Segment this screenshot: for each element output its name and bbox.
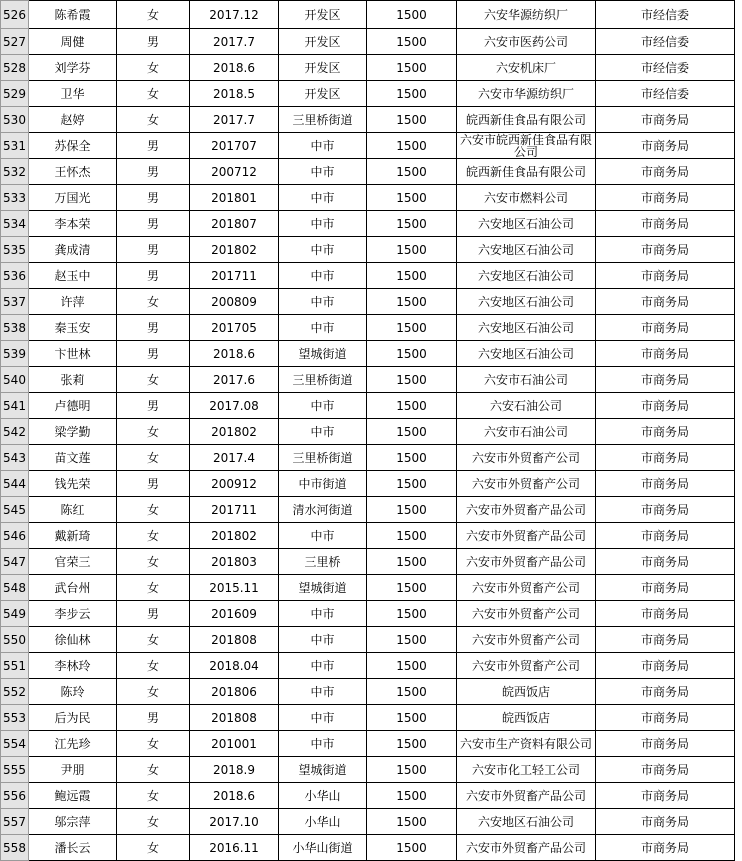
name-cell[interactable]: 卞世林 bbox=[29, 341, 117, 367]
table-row bbox=[1, 1, 735, 29]
table-row bbox=[1, 601, 735, 627]
area-cell[interactable]: 望城街道 bbox=[279, 757, 367, 783]
department-cell[interactable]: 市商务局 bbox=[596, 419, 735, 445]
row-number[interactable]: 550 bbox=[1, 627, 29, 653]
gender-cell[interactable]: 女 bbox=[117, 627, 190, 653]
table-row bbox=[1, 107, 735, 133]
area-cell[interactable]: 中市 bbox=[279, 237, 367, 263]
area-cell[interactable]: 三里桥街道 bbox=[279, 445, 367, 471]
area-cell[interactable]: 中市 bbox=[279, 705, 367, 731]
employer-cell[interactable]: 六安市生产资料有限公司 bbox=[457, 731, 596, 757]
table-row bbox=[1, 471, 735, 497]
name-cell[interactable]: 官荣三 bbox=[29, 549, 117, 575]
area-cell[interactable]: 三里桥街道 bbox=[279, 367, 367, 393]
gender-cell[interactable]: 女 bbox=[117, 55, 190, 81]
name-cell[interactable]: 王怀杰 bbox=[29, 159, 117, 185]
row-number[interactable]: 547 bbox=[1, 549, 29, 575]
date-cell[interactable]: 201609 bbox=[190, 601, 279, 627]
area-cell[interactable]: 中市 bbox=[279, 419, 367, 445]
name-cell[interactable]: 潘长云 bbox=[29, 835, 117, 861]
row-number[interactable]: 540 bbox=[1, 367, 29, 393]
gender-cell[interactable]: 男 bbox=[117, 29, 190, 55]
gender-cell[interactable]: 男 bbox=[117, 601, 190, 627]
employer-cell[interactable]: 六安机床厂 bbox=[457, 55, 596, 81]
gender-cell[interactable]: 男 bbox=[117, 211, 190, 237]
name-cell[interactable]: 鲍远霞 bbox=[29, 783, 117, 809]
table-row bbox=[1, 809, 735, 835]
table-body bbox=[1, 1, 735, 861]
area-cell[interactable]: 开发区 bbox=[279, 55, 367, 81]
table-row bbox=[1, 315, 735, 341]
table-row bbox=[1, 497, 735, 523]
date-cell[interactable]: 2018.9 bbox=[190, 757, 279, 783]
area-cell[interactable]: 清水河街道 bbox=[279, 497, 367, 523]
name-cell[interactable]: 李本荣 bbox=[29, 211, 117, 237]
gender-cell[interactable]: 女 bbox=[117, 783, 190, 809]
area-cell[interactable]: 中市 bbox=[279, 679, 367, 705]
row-number[interactable]: 535 bbox=[1, 237, 29, 263]
table-row bbox=[1, 419, 735, 445]
employer-cell[interactable]: 六安地区石油公司 bbox=[457, 211, 596, 237]
table-row bbox=[1, 185, 735, 211]
department-cell[interactable]: 市商务局 bbox=[596, 393, 735, 419]
amount-cell[interactable]: 1500 bbox=[367, 783, 457, 809]
row-number[interactable]: 531 bbox=[1, 133, 29, 159]
gender-cell[interactable]: 男 bbox=[117, 185, 190, 211]
name-cell[interactable]: 尹朋 bbox=[29, 757, 117, 783]
gender-cell[interactable]: 女 bbox=[117, 419, 190, 445]
employer-cell[interactable]: 六安市外贸畜产公司 bbox=[457, 627, 596, 653]
employer-cell[interactable]: 皖西饭店 bbox=[457, 679, 596, 705]
amount-cell[interactable]: 1500 bbox=[367, 601, 457, 627]
amount-cell[interactable]: 1500 bbox=[367, 705, 457, 731]
amount-cell[interactable]: 1500 bbox=[367, 29, 457, 55]
row-number[interactable]: 556 bbox=[1, 783, 29, 809]
amount-cell[interactable]: 1500 bbox=[367, 263, 457, 289]
employer-cell[interactable]: 皖西饭店 bbox=[457, 705, 596, 731]
name-cell[interactable]: 后为民 bbox=[29, 705, 117, 731]
date-cell[interactable]: 201001 bbox=[190, 731, 279, 757]
date-cell[interactable]: 201802 bbox=[190, 419, 279, 445]
employer-cell[interactable]: 六安市石油公司 bbox=[457, 367, 596, 393]
amount-cell[interactable]: 1500 bbox=[367, 315, 457, 341]
department-cell[interactable]: 市商务局 bbox=[596, 289, 735, 315]
table-row bbox=[1, 159, 735, 185]
gender-cell[interactable]: 男 bbox=[117, 393, 190, 419]
gender-cell[interactable]: 女 bbox=[117, 835, 190, 861]
employer-cell[interactable]: 六安市燃料公司 bbox=[457, 185, 596, 211]
name-cell[interactable]: 梁学勤 bbox=[29, 419, 117, 445]
row-number[interactable]: 543 bbox=[1, 445, 29, 471]
amount-cell[interactable]: 1500 bbox=[367, 809, 457, 835]
area-cell[interactable]: 中市 bbox=[279, 289, 367, 315]
department-cell[interactable]: 市商务局 bbox=[596, 679, 735, 705]
department-cell[interactable]: 市商务局 bbox=[596, 159, 735, 185]
row-number[interactable]: 553 bbox=[1, 705, 29, 731]
department-cell[interactable]: 市商务局 bbox=[596, 731, 735, 757]
area-cell[interactable]: 开发区 bbox=[279, 1, 367, 29]
employer-cell[interactable]: 六安地区石油公司 bbox=[457, 263, 596, 289]
gender-cell[interactable]: 女 bbox=[117, 575, 190, 601]
date-cell[interactable]: 2018.6 bbox=[190, 55, 279, 81]
table-row bbox=[1, 757, 735, 783]
table-row bbox=[1, 653, 735, 679]
employer-cell[interactable]: 六安市外贸畜产品公司 bbox=[457, 835, 596, 861]
row-number[interactable]: 537 bbox=[1, 289, 29, 315]
date-cell[interactable]: 201711 bbox=[190, 263, 279, 289]
gender-cell[interactable]: 男 bbox=[117, 471, 190, 497]
name-cell[interactable]: 赵玉中 bbox=[29, 263, 117, 289]
row-number[interactable]: 534 bbox=[1, 211, 29, 237]
date-cell[interactable]: 201707 bbox=[190, 133, 279, 159]
row-number[interactable]: 554 bbox=[1, 731, 29, 757]
gender-cell[interactable]: 女 bbox=[117, 1, 190, 29]
employer-cell[interactable]: 六安市外贸畜产公司 bbox=[457, 575, 596, 601]
name-cell[interactable]: 万国光 bbox=[29, 185, 117, 211]
table-row bbox=[1, 523, 735, 549]
table-row bbox=[1, 627, 735, 653]
row-number[interactable]: 544 bbox=[1, 471, 29, 497]
employer-cell[interactable]: 六安市医药公司 bbox=[457, 29, 596, 55]
amount-cell[interactable]: 1500 bbox=[367, 393, 457, 419]
amount-cell[interactable]: 1500 bbox=[367, 289, 457, 315]
department-cell[interactable]: 市经信委 bbox=[596, 55, 735, 81]
table-row bbox=[1, 367, 735, 393]
employer-cell[interactable]: 六安市化工轻工公司 bbox=[457, 757, 596, 783]
amount-cell[interactable]: 1500 bbox=[367, 575, 457, 601]
gender-cell[interactable]: 女 bbox=[117, 679, 190, 705]
amount-cell[interactable]: 1500 bbox=[367, 549, 457, 575]
amount-cell[interactable]: 1500 bbox=[367, 679, 457, 705]
amount-cell[interactable]: 1500 bbox=[367, 445, 457, 471]
date-cell[interactable]: 2017.08 bbox=[190, 393, 279, 419]
date-cell[interactable]: 2017.6 bbox=[190, 367, 279, 393]
date-cell[interactable]: 200712 bbox=[190, 159, 279, 185]
table-row bbox=[1, 679, 735, 705]
employer-cell[interactable]: 六安市外贸畜产品公司 bbox=[457, 549, 596, 575]
employer-cell[interactable]: 六安市皖西新佳食品有限公司 bbox=[457, 133, 596, 159]
department-cell[interactable]: 市商务局 bbox=[596, 237, 735, 263]
row-number[interactable]: 545 bbox=[1, 497, 29, 523]
date-cell[interactable]: 200912 bbox=[190, 471, 279, 497]
gender-cell[interactable]: 女 bbox=[117, 289, 190, 315]
employer-cell[interactable]: 六安市外贸畜产品公司 bbox=[457, 523, 596, 549]
row-number[interactable]: 548 bbox=[1, 575, 29, 601]
amount-cell[interactable]: 1500 bbox=[367, 523, 457, 549]
row-number[interactable]: 546 bbox=[1, 523, 29, 549]
area-cell[interactable]: 中市 bbox=[279, 211, 367, 237]
employer-cell[interactable]: 六安华源纺织厂 bbox=[457, 1, 596, 29]
date-cell[interactable]: 201807 bbox=[190, 211, 279, 237]
gender-cell[interactable]: 女 bbox=[117, 367, 190, 393]
table-row bbox=[1, 133, 735, 159]
row-number[interactable]: 549 bbox=[1, 601, 29, 627]
area-cell[interactable]: 中市 bbox=[279, 731, 367, 757]
employer-cell[interactable]: 六安市华源纺织厂 bbox=[457, 81, 596, 107]
employer-cell[interactable]: 六安市外贸畜产公司 bbox=[457, 445, 596, 471]
amount-cell[interactable]: 1500 bbox=[367, 107, 457, 133]
area-cell[interactable]: 三里桥 bbox=[279, 549, 367, 575]
name-cell[interactable]: 陈红 bbox=[29, 497, 117, 523]
amount-cell[interactable]: 1500 bbox=[367, 653, 457, 679]
gender-cell[interactable]: 女 bbox=[117, 757, 190, 783]
name-cell[interactable]: 卢德明 bbox=[29, 393, 117, 419]
department-cell[interactable]: 市商务局 bbox=[596, 367, 735, 393]
name-cell[interactable]: 龚成清 bbox=[29, 237, 117, 263]
name-cell[interactable]: 卫华 bbox=[29, 81, 117, 107]
department-cell[interactable]: 市商务局 bbox=[596, 133, 735, 159]
gender-cell[interactable]: 男 bbox=[117, 237, 190, 263]
amount-cell[interactable]: 1500 bbox=[367, 627, 457, 653]
area-cell[interactable]: 中市 bbox=[279, 315, 367, 341]
gender-cell[interactable]: 女 bbox=[117, 549, 190, 575]
area-cell[interactable]: 中市街道 bbox=[279, 471, 367, 497]
table-row bbox=[1, 549, 735, 575]
date-cell[interactable]: 2018.6 bbox=[190, 783, 279, 809]
name-cell[interactable]: 赵婷 bbox=[29, 107, 117, 133]
name-cell[interactable]: 陈希霞 bbox=[29, 1, 117, 29]
amount-cell[interactable]: 1500 bbox=[367, 133, 457, 159]
gender-cell[interactable]: 女 bbox=[117, 809, 190, 835]
name-cell[interactable]: 陈玲 bbox=[29, 679, 117, 705]
date-cell[interactable]: 201802 bbox=[190, 523, 279, 549]
date-cell[interactable]: 2018.04 bbox=[190, 653, 279, 679]
employer-cell[interactable]: 六安市外贸畜产公司 bbox=[457, 601, 596, 627]
row-number[interactable]: 532 bbox=[1, 159, 29, 185]
row-number[interactable]: 541 bbox=[1, 393, 29, 419]
row-number[interactable]: 527 bbox=[1, 29, 29, 55]
date-cell[interactable]: 201711 bbox=[190, 497, 279, 523]
table-row bbox=[1, 341, 735, 367]
amount-cell[interactable]: 1500 bbox=[367, 81, 457, 107]
table-row bbox=[1, 783, 735, 809]
row-number[interactable]: 539 bbox=[1, 341, 29, 367]
row-number[interactable]: 530 bbox=[1, 107, 29, 133]
amount-cell[interactable]: 1500 bbox=[367, 471, 457, 497]
table-row bbox=[1, 835, 735, 861]
area-cell[interactable]: 中市 bbox=[279, 523, 367, 549]
department-cell[interactable]: 市商务局 bbox=[596, 757, 735, 783]
name-cell[interactable]: 许萍 bbox=[29, 289, 117, 315]
amount-cell[interactable]: 1500 bbox=[367, 367, 457, 393]
area-cell[interactable]: 开发区 bbox=[279, 81, 367, 107]
gender-cell[interactable]: 男 bbox=[117, 159, 190, 185]
amount-cell[interactable]: 1500 bbox=[367, 497, 457, 523]
area-cell[interactable]: 望城街道 bbox=[279, 341, 367, 367]
employer-cell[interactable]: 六安市外贸畜产公司 bbox=[457, 653, 596, 679]
department-cell[interactable]: 市商务局 bbox=[596, 211, 735, 237]
date-cell[interactable]: 201808 bbox=[190, 705, 279, 731]
row-number[interactable]: 558 bbox=[1, 835, 29, 861]
table-row bbox=[1, 575, 735, 601]
row-number[interactable]: 538 bbox=[1, 315, 29, 341]
employer-cell[interactable]: 六安地区石油公司 bbox=[457, 809, 596, 835]
employer-cell[interactable]: 六安地区石油公司 bbox=[457, 289, 596, 315]
area-cell[interactable]: 望城街道 bbox=[279, 575, 367, 601]
date-cell[interactable]: 201808 bbox=[190, 627, 279, 653]
row-number[interactable]: 552 bbox=[1, 679, 29, 705]
employer-cell[interactable]: 六安市石油公司 bbox=[457, 419, 596, 445]
name-cell[interactable]: 钱先荣 bbox=[29, 471, 117, 497]
name-cell[interactable]: 秦玉安 bbox=[29, 315, 117, 341]
amount-cell[interactable]: 1500 bbox=[367, 55, 457, 81]
department-cell[interactable]: 市商务局 bbox=[596, 185, 735, 211]
gender-cell[interactable]: 女 bbox=[117, 523, 190, 549]
department-cell[interactable]: 市商务局 bbox=[596, 497, 735, 523]
name-cell[interactable]: 苏保全 bbox=[29, 133, 117, 159]
area-cell[interactable]: 小华山 bbox=[279, 783, 367, 809]
name-cell[interactable]: 徐仙林 bbox=[29, 627, 117, 653]
department-cell[interactable]: 市商务局 bbox=[596, 835, 735, 861]
row-number[interactable]: 528 bbox=[1, 55, 29, 81]
table-row bbox=[1, 81, 735, 107]
employer-cell[interactable]: 六安地区石油公司 bbox=[457, 341, 596, 367]
name-cell[interactable]: 周健 bbox=[29, 29, 117, 55]
employer-cell[interactable]: 六安市外贸畜产品公司 bbox=[457, 783, 596, 809]
date-cell[interactable]: 2017.7 bbox=[190, 107, 279, 133]
row-number[interactable]: 555 bbox=[1, 757, 29, 783]
date-cell[interactable]: 201803 bbox=[190, 549, 279, 575]
department-cell[interactable]: 市经信委 bbox=[596, 29, 735, 55]
row-number[interactable]: 536 bbox=[1, 263, 29, 289]
department-cell[interactable]: 市经信委 bbox=[596, 1, 735, 29]
area-cell[interactable]: 中市 bbox=[279, 653, 367, 679]
department-cell[interactable]: 市商务局 bbox=[596, 315, 735, 341]
date-cell[interactable]: 2017.10 bbox=[190, 809, 279, 835]
area-cell[interactable]: 中市 bbox=[279, 393, 367, 419]
area-cell[interactable]: 中市 bbox=[279, 627, 367, 653]
date-cell[interactable]: 2017.12 bbox=[190, 1, 279, 29]
gender-cell[interactable]: 女 bbox=[117, 81, 190, 107]
table-row bbox=[1, 393, 735, 419]
name-cell[interactable]: 江先珍 bbox=[29, 731, 117, 757]
gender-cell[interactable]: 男 bbox=[117, 263, 190, 289]
department-cell[interactable]: 市商务局 bbox=[596, 107, 735, 133]
name-cell[interactable]: 李步云 bbox=[29, 601, 117, 627]
table-row bbox=[1, 705, 735, 731]
gender-cell[interactable]: 男 bbox=[117, 341, 190, 367]
name-cell[interactable]: 邬宗萍 bbox=[29, 809, 117, 835]
table-row bbox=[1, 55, 735, 81]
date-cell[interactable]: 200809 bbox=[190, 289, 279, 315]
area-cell[interactable]: 中市 bbox=[279, 601, 367, 627]
amount-cell[interactable]: 1500 bbox=[367, 419, 457, 445]
employer-cell[interactable]: 六安地区石油公司 bbox=[457, 237, 596, 263]
gender-cell[interactable]: 女 bbox=[117, 731, 190, 757]
row-number[interactable]: 526 bbox=[1, 1, 29, 29]
department-cell[interactable]: 市商务局 bbox=[596, 627, 735, 653]
area-cell[interactable]: 中市 bbox=[279, 263, 367, 289]
name-cell[interactable]: 李林玲 bbox=[29, 653, 117, 679]
gender-cell[interactable]: 女 bbox=[117, 107, 190, 133]
date-cell[interactable]: 2017.7 bbox=[190, 29, 279, 55]
amount-cell[interactable]: 1500 bbox=[367, 1, 457, 29]
table-row bbox=[1, 445, 735, 471]
area-cell[interactable]: 小华山 bbox=[279, 809, 367, 835]
table-row bbox=[1, 263, 735, 289]
amount-cell[interactable]: 1500 bbox=[367, 211, 457, 237]
row-number[interactable]: 533 bbox=[1, 185, 29, 211]
date-cell[interactable]: 2015.11 bbox=[190, 575, 279, 601]
area-cell[interactable]: 中市 bbox=[279, 185, 367, 211]
table-row bbox=[1, 29, 735, 55]
date-cell[interactable]: 201801 bbox=[190, 185, 279, 211]
employer-cell[interactable]: 六安市外贸畜产品公司 bbox=[457, 497, 596, 523]
date-cell[interactable]: 201705 bbox=[190, 315, 279, 341]
gender-cell[interactable]: 男 bbox=[117, 705, 190, 731]
row-number[interactable]: 529 bbox=[1, 81, 29, 107]
area-cell[interactable]: 三里桥街道 bbox=[279, 107, 367, 133]
amount-cell[interactable]: 1500 bbox=[367, 731, 457, 757]
department-cell[interactable]: 市商务局 bbox=[596, 523, 735, 549]
date-cell[interactable]: 2018.5 bbox=[190, 81, 279, 107]
gender-cell[interactable]: 男 bbox=[117, 315, 190, 341]
name-cell[interactable]: 苗文莲 bbox=[29, 445, 117, 471]
row-number[interactable]: 542 bbox=[1, 419, 29, 445]
gender-cell[interactable]: 女 bbox=[117, 653, 190, 679]
department-cell[interactable]: 市商务局 bbox=[596, 445, 735, 471]
employer-cell[interactable]: 六安市外贸畜产公司 bbox=[457, 471, 596, 497]
department-cell[interactable]: 市商务局 bbox=[596, 575, 735, 601]
name-cell[interactable]: 刘学芬 bbox=[29, 55, 117, 81]
date-cell[interactable]: 201806 bbox=[190, 679, 279, 705]
table-row bbox=[1, 211, 735, 237]
name-cell[interactable]: 戴新琦 bbox=[29, 523, 117, 549]
department-cell[interactable]: 市商务局 bbox=[596, 809, 735, 835]
department-cell[interactable]: 市商务局 bbox=[596, 549, 735, 575]
amount-cell[interactable]: 1500 bbox=[367, 341, 457, 367]
amount-cell[interactable]: 1500 bbox=[367, 835, 457, 861]
department-cell[interactable]: 市商务局 bbox=[596, 601, 735, 627]
row-number[interactable]: 551 bbox=[1, 653, 29, 679]
employer-cell[interactable]: 六安石油公司 bbox=[457, 393, 596, 419]
table-row bbox=[1, 731, 735, 757]
amount-cell[interactable]: 1500 bbox=[367, 185, 457, 211]
area-cell[interactable]: 开发区 bbox=[279, 29, 367, 55]
department-cell[interactable]: 市经信委 bbox=[596, 81, 735, 107]
gender-cell[interactable]: 女 bbox=[117, 497, 190, 523]
gender-cell[interactable]: 女 bbox=[117, 445, 190, 471]
table-row bbox=[1, 289, 735, 315]
department-cell[interactable]: 市商务局 bbox=[596, 471, 735, 497]
area-cell[interactable]: 小华山街道 bbox=[279, 835, 367, 861]
amount-cell[interactable]: 1500 bbox=[367, 159, 457, 185]
area-cell[interactable]: 中市 bbox=[279, 159, 367, 185]
employer-cell[interactable]: 皖西新佳食品有限公司 bbox=[457, 107, 596, 133]
name-cell[interactable]: 张莉 bbox=[29, 367, 117, 393]
employer-cell[interactable]: 六安地区石油公司 bbox=[457, 315, 596, 341]
date-cell[interactable]: 201802 bbox=[190, 237, 279, 263]
department-cell[interactable]: 市商务局 bbox=[596, 653, 735, 679]
area-cell[interactable]: 中市 bbox=[279, 133, 367, 159]
date-cell[interactable]: 2017.4 bbox=[190, 445, 279, 471]
date-cell[interactable]: 2018.6 bbox=[190, 341, 279, 367]
department-cell[interactable]: 市商务局 bbox=[596, 341, 735, 367]
table-row bbox=[1, 237, 735, 263]
name-cell[interactable]: 武台州 bbox=[29, 575, 117, 601]
gender-cell[interactable]: 男 bbox=[117, 133, 190, 159]
employer-cell[interactable]: 皖西新佳食品有限公司 bbox=[457, 159, 596, 185]
department-cell[interactable]: 市商务局 bbox=[596, 705, 735, 731]
row-number[interactable]: 557 bbox=[1, 809, 29, 835]
department-cell[interactable]: 市商务局 bbox=[596, 263, 735, 289]
amount-cell[interactable]: 1500 bbox=[367, 237, 457, 263]
amount-cell[interactable]: 1500 bbox=[367, 757, 457, 783]
department-cell[interactable]: 市商务局 bbox=[596, 783, 735, 809]
date-cell[interactable]: 2016.11 bbox=[190, 835, 279, 861]
